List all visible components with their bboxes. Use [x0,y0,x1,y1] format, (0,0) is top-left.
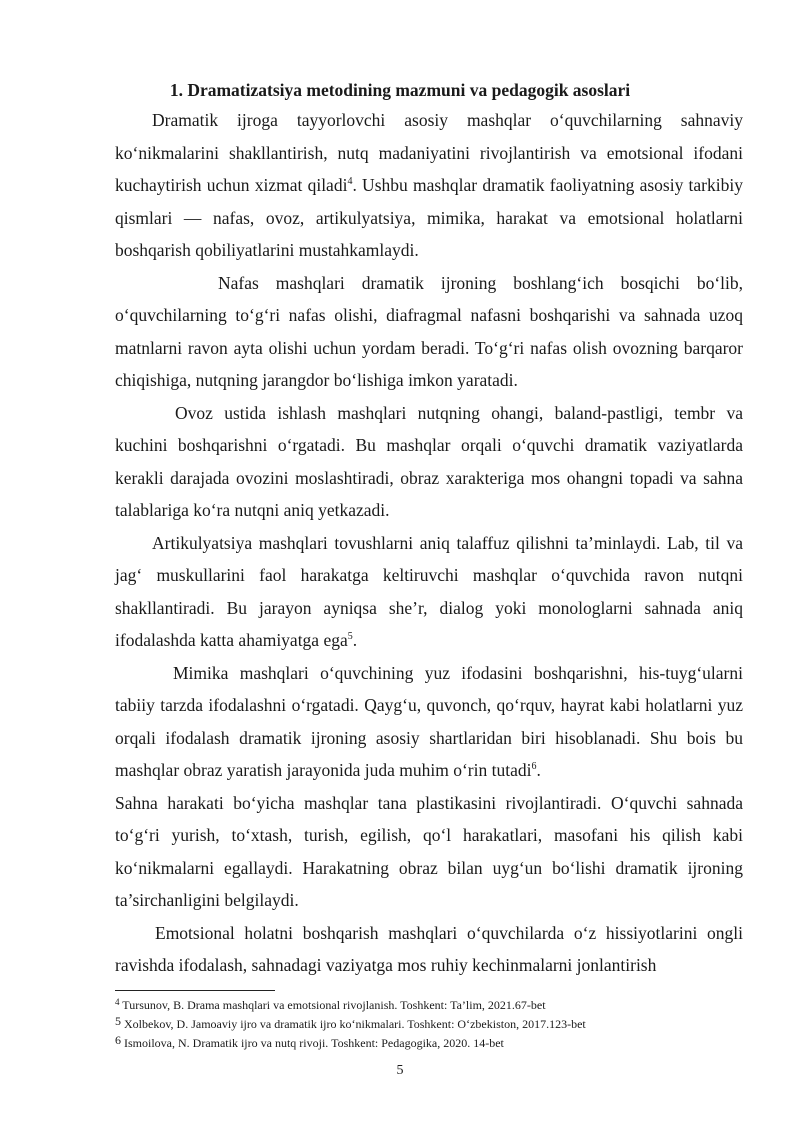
footnote-ref[interactable]: 4 [347,176,353,187]
paragraph-text: . [536,760,541,780]
footnote-text: Tursunov, B. Drama mashqlari va emotsional rivojlanish. Toshkent: Ta’lim, 2021.67-bet [122,998,546,1012]
footnote-ref[interactable]: 6 [531,761,537,772]
footnote-item [115,1034,755,1053]
paragraph-text: Nafas mashqlari dramatik ijroning boshlang‘ich bosqichi bo‘lib, o‘quvchilarning to‘g‘ri nafas olishi, diafragmal nafasni boshqarishi va sahnada uzoq matnlarni ravon ayta olishi uchun yordam beradi. To‘g‘ri nafas olish ovozning barqaror chiqishiga, nutqning jarangdor bo‘lishiga imkon yaratadi. [115,272,743,390]
paragraph-stage-movement [115,787,743,917]
paragraph-text: Artikulyatsiya mashqlari tovushlarni aniq talaffuz qilishni ta’minlaydi. Lab, til va jag‘ muskullarini faol harakatga keltiruvchi mashqlar o‘quvchida ravon nutqni shakllantiradi. Bu jarayon ayniqsa she’r, dialog yoki monologlarni sahnada aniq ifodalashda katta ahamiyatga ega [115,532,743,650]
paragraph-text: Sahna harakati bo‘yicha mashqlar tana plastikasini rivojlantiradi. O‘quvchi sahnada to‘g‘ri yurish, to‘xtash, turish, egilish, qo‘l harakatlari, masofani his qilish kabi ko‘nikmalarni egallaydi. Harakatning obraz bilan uyg‘un bo‘lishi dramatik ijroning ta’sirchanligini belgilaydi. [115,792,743,910]
footnote-item [115,996,755,1015]
footnote-text: Xolbekov, D. Jamoaviy ijro va dramatik ijro ko‘nikmalari. Toshkent: O‘zbekiston, 2017.123-bet [124,1017,586,1031]
paragraph-text: . Ushbu mashqlar dramatik faoliyatning asosiy tarkibiy qismlari — nafas, ovoz, artikulyatsiya, mimika, harakat va emotsional holatlarni boshqarish qobiliyatlarini mustahkamlaydi. [115,175,743,260]
body-text [115,104,743,982]
footnote-number: 6 [115,1033,121,1047]
paragraph-text: Emotsional holatni boshqarish mashqlari o‘quvchilarda o‘z hissiyotlarini ongli ravishda ifodalash, sahnadagi vaziyatga mos ruhiy kechinmalarni jonlantirish [115,922,743,975]
paragraph-articulation [115,527,743,657]
footnote-ref[interactable]: 5 [347,631,353,642]
footnote-text: Ismoilova, N. Dramatik ijro va nutq rivoji. Toshkent: Pedagogika, 2020. 14-bet [124,1036,504,1050]
paragraph-intro [115,104,743,267]
paragraph-breathing [115,267,743,397]
paragraph-text: Ovoz ustida ishlash mashqlari nutqning ohangi, baland-pastligi, tembr va kuchini boshqarishni o‘rgatadi. Bu mashqlar orqali o‘quvchi dramatik vaziyatlarda kerakli darajada ovozini moslashtiradi, obraz xarakteriga mos ohangni topadi va sahna talablariga ko‘ra nutqni aniq yetkazadi. [115,402,743,520]
paragraph-voice [115,397,743,527]
paragraph-emotional [115,917,743,982]
paragraph-text: Dramatik ijroga tayyorlovchi asosiy mashqlar o‘quvchilarning sahnaviy ko‘nikmalarini shakllantirish, nutq madaniyatini rivojlantirish va emotsional ifodani kuchaytirish uchun xizmat qiladi [115,110,743,195]
footnote-number: 5 [115,1014,121,1028]
footnotes [115,996,755,1053]
paragraph-text: Mimika mashqlari o‘quvchining yuz ifodasini boshqarishni, his-tuyg‘ularni tabiiy tarzda ifodalashni o‘rgatadi. Qayg‘u, quvonch, qo‘rquv, hayrat kabi holatlarni yuz orqali ifodalash dramatik ijroning asosiy shartlaridan biri hisoblanadi. Shu bois bu mashqlar obraz yaratish jarayonida juda muhim o‘rin tutadi [115,662,743,780]
footnote-number: 4 [115,997,120,1007]
paragraph-mimicry [115,657,743,787]
page-number: 5 [396,1063,404,1078]
section-heading: 1. Dramatizatsiya metodining mazmuni va pedagogik asoslari [169,80,631,100]
footnote-divider [115,990,275,991]
footnote-item [115,1015,755,1034]
paragraph-text: . [352,630,358,650]
